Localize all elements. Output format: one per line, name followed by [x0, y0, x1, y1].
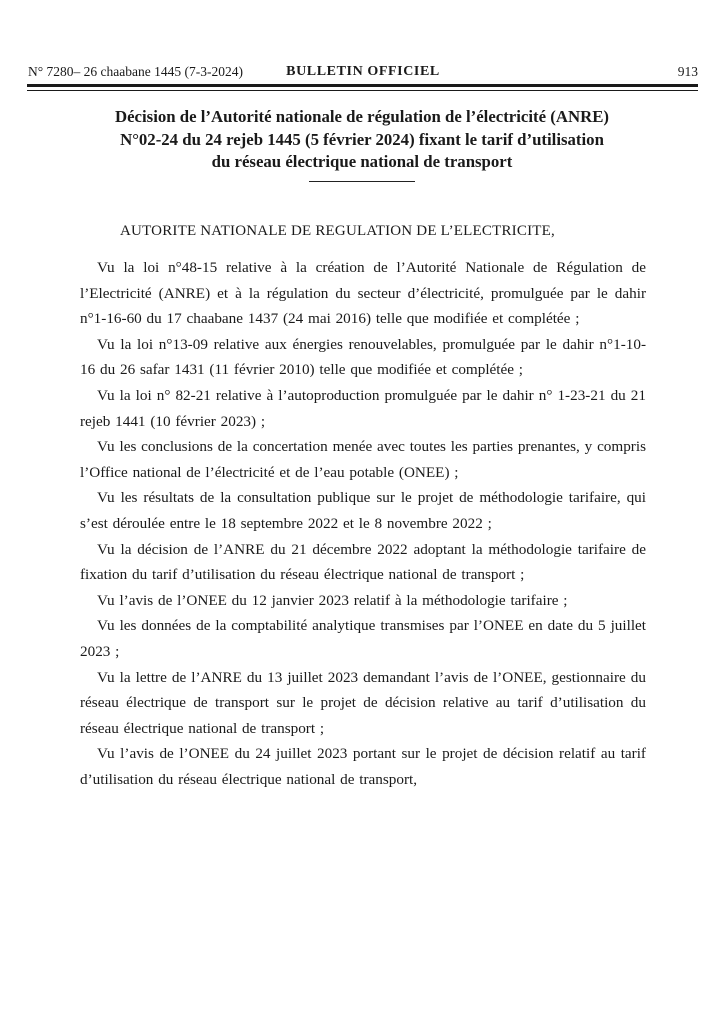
document-body — [80, 219, 646, 792]
header-divider-rule — [27, 84, 698, 91]
visa-paragraph-2: Vu la loi n°13-09 relative aux énergies renouvelables, promulguée par le dahir n°1-10-16 du 26 safar 1431 (11 février 2010) telle que modifiée et complétée ; — [80, 335, 646, 379]
header-journal-title: BULLETIN OFFICIEL — [286, 64, 440, 79]
title-line-2: N°02-24 du 24 rejeb 1445 (5 février 2024) fixant le tarif d’utilisation — [120, 129, 604, 149]
visa-paragraph-4: Vu les conclusions de la concertation menée avec toutes les parties prenantes, y compris l’Office national de l’électricité et de l’eau potable (ONEE) ; — [80, 438, 646, 481]
visa-paragraph-3: Vu la loi n° 82-21 relative à l’autoproduction promulguée par le dahir n° 1-23-21 du 21 rejeb 1441 (10 février 2023) ; — [80, 386, 646, 430]
visa-paragraph-1: Vu la loi n°48-15 relative à la création de l’Autorité Nationale de Régulation de l’Electricité (ANRE) et à la régulation du secteur d’électricité, promulguée par le dahir n°1-16-60 du 17 chaabane 1437 (24 mai 2016) telle que modifiée et complétée ; — [80, 259, 646, 328]
visa-paragraph-6: Vu la décision de l’ANRE du 21 décembre 2022 adoptant la méthodologie tarifaire de fixation du tarif d’utilisation du réseau électrique national de transport ; — [80, 540, 646, 584]
visa-paragraph-9: Vu la lettre de l’ANRE du 13 juillet 2023 demandant l’avis de l’ONEE, gestionnaire du réseau électrique de transport sur le projet de décision relative au tarif d’utilisation du réseau électrique national de transport ; — [80, 668, 646, 737]
header-issue-reference: N° 7280– 26 chaabane 1445 (7-3-2024) — [28, 64, 243, 79]
page-header — [28, 64, 698, 82]
title-line-1: Décision de l’Autorité nationale de régulation de l’électricité (ANRE) — [114, 107, 609, 126]
issuing-authority-line: AUTORITE NATIONALE DE REGULATION DE L’ELECTRICITE, — [120, 223, 555, 239]
visa-paragraph-7: Vu l’avis de l’ONEE du 12 janvier 2023 relatif à la méthodologie tarifaire ; — [97, 591, 568, 609]
title-divider-rule — [309, 181, 415, 182]
header-page-number: 913 — [677, 64, 698, 79]
document-title — [55, 106, 669, 174]
visa-paragraph-10: Vu l’avis de l’ONEE du 24 juillet 2023 portant sur le projet de décision relatif au tarif d’utilisation du réseau électrique national de transport, — [80, 745, 646, 788]
visa-paragraph-8: Vu les données de la comptabilité analytique transmises par l’ONEE en date du 5 juillet 2023 ; — [80, 617, 646, 660]
title-line-3: du réseau électrique national de transport — [211, 152, 513, 171]
visa-paragraph-5: Vu les résultats de la consultation publique sur le projet de méthodologie tarifaire, qui s’est déroulée entre le 18 septembre 2022 et le 8 novembre 2022 ; — [80, 489, 646, 532]
